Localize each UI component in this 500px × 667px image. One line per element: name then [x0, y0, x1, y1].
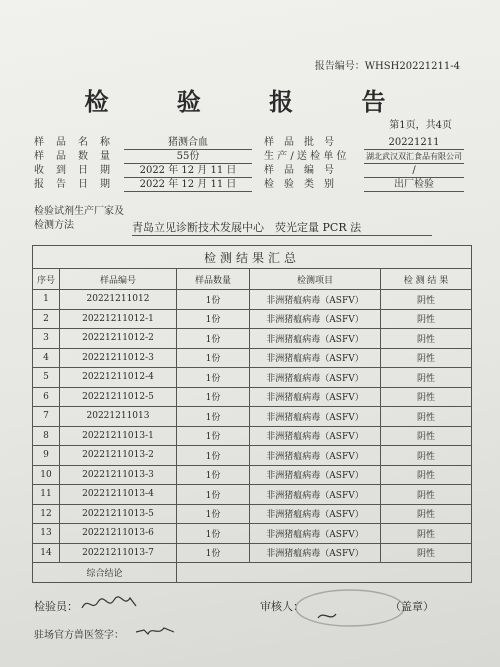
cell-sample-id: 20221211012-3 — [60, 348, 177, 368]
cell-test-item: 非洲猪瘟病毒（ASFV） — [250, 348, 381, 368]
cell-sample-id: 20221211013-1 — [60, 426, 177, 446]
cell-sample-id: 20221211012-4 — [60, 368, 177, 388]
cell-test-item: 非洲猪瘟病毒（ASFV） — [250, 426, 381, 446]
cell-sample-id: 20221211013-7 — [60, 543, 177, 563]
meta-row-2 — [34, 150, 464, 164]
cell-result: 阴性 — [381, 407, 472, 427]
results-summary-title: 检测结果汇总 — [33, 246, 472, 269]
sample-code-label: 样 品 编 号 — [264, 165, 334, 176]
cell-index: 4 — [33, 348, 60, 368]
cell-test-item: 非洲猪瘟病毒（ASFV） — [250, 309, 381, 329]
cell-test-item: 非洲猪瘟病毒（ASFV） — [250, 485, 381, 505]
vet-label: 驻场官方兽医签字： — [34, 630, 124, 641]
seal-text: （盖章） — [390, 600, 434, 613]
reagent-maker-label — [34, 205, 124, 233]
producer-value: 湖北武汉双汇食品有限公司 — [364, 150, 464, 164]
cell-quantity: 1份 — [177, 504, 250, 524]
cell-result: 阴性 — [381, 309, 472, 329]
cell-quantity: 1份 — [177, 348, 250, 368]
cell-quantity: 1份 — [177, 290, 250, 310]
col-header-test-item: 检测项目 — [250, 269, 381, 290]
cell-quantity: 1份 — [177, 329, 250, 349]
cell-quantity: 1份 — [177, 446, 250, 466]
results-header-row — [33, 269, 472, 290]
cell-result: 阴性 — [381, 485, 472, 505]
cell-index: 14 — [33, 543, 60, 563]
col-header-result: 检 测 结 果 — [381, 269, 472, 290]
reagent-maker-label-line2: 检测方法 — [34, 220, 74, 231]
sample-name-label: 样 品 名 称 — [34, 137, 111, 148]
table-row — [33, 329, 472, 349]
inspector-signature — [80, 594, 140, 614]
cell-index: 8 — [33, 426, 60, 446]
conclusion-value — [177, 563, 472, 583]
cell-result: 阴性 — [381, 387, 472, 407]
received-date-value: 2022 年 12 月 11 日 — [124, 164, 252, 178]
cell-result: 阴性 — [381, 465, 472, 485]
cell-result: 阴性 — [381, 446, 472, 466]
conclusion-label: 综合结论 — [33, 563, 177, 583]
table-row — [33, 524, 472, 544]
cell-sample-id: 20221211012 — [60, 290, 177, 310]
table-row — [33, 387, 472, 407]
cell-quantity: 1份 — [177, 426, 250, 446]
table-row — [33, 426, 472, 446]
quantity-label: 样 品 数 量 — [34, 151, 111, 162]
results-body — [33, 290, 472, 563]
cell-quantity: 1份 — [177, 543, 250, 563]
cell-index: 7 — [33, 407, 60, 427]
producer-label: 生 产 / 送 检 单 位 — [264, 151, 347, 162]
cell-test-item: 非洲猪瘟病毒（ASFV） — [250, 465, 381, 485]
meta-row-3 — [34, 164, 464, 178]
conclusion-row — [33, 563, 472, 583]
cell-test-item: 非洲猪瘟病毒（ASFV） — [250, 504, 381, 524]
cell-result: 阴性 — [381, 504, 472, 524]
cell-index: 2 — [33, 309, 60, 329]
page-title: 检 验 报 告 — [84, 87, 416, 116]
report-meta — [34, 136, 464, 192]
cell-test-item: 非洲猪瘟病毒（ASFV） — [250, 407, 381, 427]
cell-test-item: 非洲猪瘟病毒（ASFV） — [250, 524, 381, 544]
cell-test-item: 非洲猪瘟病毒（ASFV） — [250, 368, 381, 388]
cell-test-item: 非洲猪瘟病毒（ASFV） — [250, 446, 381, 466]
cell-quantity: 1份 — [177, 368, 250, 388]
meta-row-1 — [34, 136, 464, 150]
cell-sample-id: 20221211012-2 — [60, 329, 177, 349]
cell-test-item: 非洲猪瘟病毒（ASFV） — [250, 543, 381, 563]
cell-result: 阴性 — [381, 426, 472, 446]
cell-quantity: 1份 — [177, 485, 250, 505]
cell-result: 阴性 — [381, 329, 472, 349]
table-row — [33, 465, 472, 485]
table-row — [33, 485, 472, 505]
table-row — [33, 290, 472, 310]
cell-index: 1 — [33, 290, 60, 310]
cell-result: 阴性 — [381, 348, 472, 368]
cell-index: 5 — [33, 368, 60, 388]
cell-sample-id: 20221211013 — [60, 407, 177, 427]
table-row — [33, 543, 472, 563]
batch-label: 样 品 批 号 — [264, 137, 334, 148]
cell-index: 11 — [33, 485, 60, 505]
results-table — [32, 245, 472, 583]
cell-sample-id: 20221211013-2 — [60, 446, 177, 466]
cell-result: 阴性 — [381, 368, 472, 388]
table-row — [33, 368, 472, 388]
cell-index: 12 — [33, 504, 60, 524]
batch-value: 20221211 — [364, 136, 464, 150]
reagent-maker-label-line1: 检验试剂生产厂家及 — [34, 206, 124, 217]
cell-test-item: 非洲猪瘟病毒（ASFV） — [250, 329, 381, 349]
inspection-type-value: 出厂检验 — [364, 178, 464, 192]
inspection-type-label: 检 验 类 别 — [264, 179, 334, 190]
received-date-label: 收 到 日 期 — [34, 165, 111, 176]
table-row — [33, 504, 472, 524]
cell-test-item: 非洲猪瘟病毒（ASFV） — [250, 290, 381, 310]
report-date-value: 2022 年 12 月 11 日 — [124, 178, 252, 192]
cell-sample-id: 20221211012-5 — [60, 387, 177, 407]
cell-sample-id: 20221211013-4 — [60, 485, 177, 505]
cell-quantity: 1份 — [177, 524, 250, 544]
vet-signature — [134, 622, 178, 640]
cell-result: 阴性 — [381, 543, 472, 563]
cell-index: 9 — [33, 446, 60, 466]
page-info: 第1页，共4页 — [389, 120, 452, 131]
cell-quantity: 1份 — [177, 387, 250, 407]
cell-result: 阴性 — [381, 524, 472, 544]
cell-quantity: 1份 — [177, 309, 250, 329]
report-number: 报告编号：WHSH20221211-4 — [314, 61, 460, 72]
cell-sample-id: 20221211013-5 — [60, 504, 177, 524]
table-row — [33, 407, 472, 427]
col-header-quantity: 样品数量 — [177, 269, 250, 290]
cell-test-item: 非洲猪瘟病毒（ASFV） — [250, 387, 381, 407]
table-row — [33, 446, 472, 466]
sample-name-value: 猪测合血 — [124, 136, 252, 150]
col-header-sample-id: 样品编号 — [60, 269, 177, 290]
cell-index: 13 — [33, 524, 60, 544]
reviewer-label: 审核人： — [260, 600, 304, 613]
col-header-index: 序号 — [33, 269, 60, 290]
cell-quantity: 1份 — [177, 465, 250, 485]
sample-code-value: / — [364, 164, 464, 178]
quantity-value: 55份 — [124, 150, 252, 164]
cell-index: 6 — [33, 387, 60, 407]
vet-signature-row — [34, 626, 124, 641]
report-date-label: 报 告 日 期 — [34, 179, 111, 190]
inspector-label: 检验员： — [34, 600, 78, 613]
cell-sample-id: 20221211013-6 — [60, 524, 177, 544]
cell-sample-id: 20221211013-3 — [60, 465, 177, 485]
cell-result: 阴性 — [381, 290, 472, 310]
cell-index: 3 — [33, 329, 60, 349]
meta-row-4 — [34, 178, 464, 192]
cell-index: 10 — [33, 465, 60, 485]
cell-quantity: 1份 — [177, 407, 250, 427]
table-row — [33, 348, 472, 368]
reagent-maker-value: 青岛立见诊断技术发展中心 荧光定量 PCR 法 — [132, 219, 432, 236]
table-row — [33, 309, 472, 329]
signature-row — [34, 598, 464, 614]
cell-sample-id: 20221211012-1 — [60, 309, 177, 329]
